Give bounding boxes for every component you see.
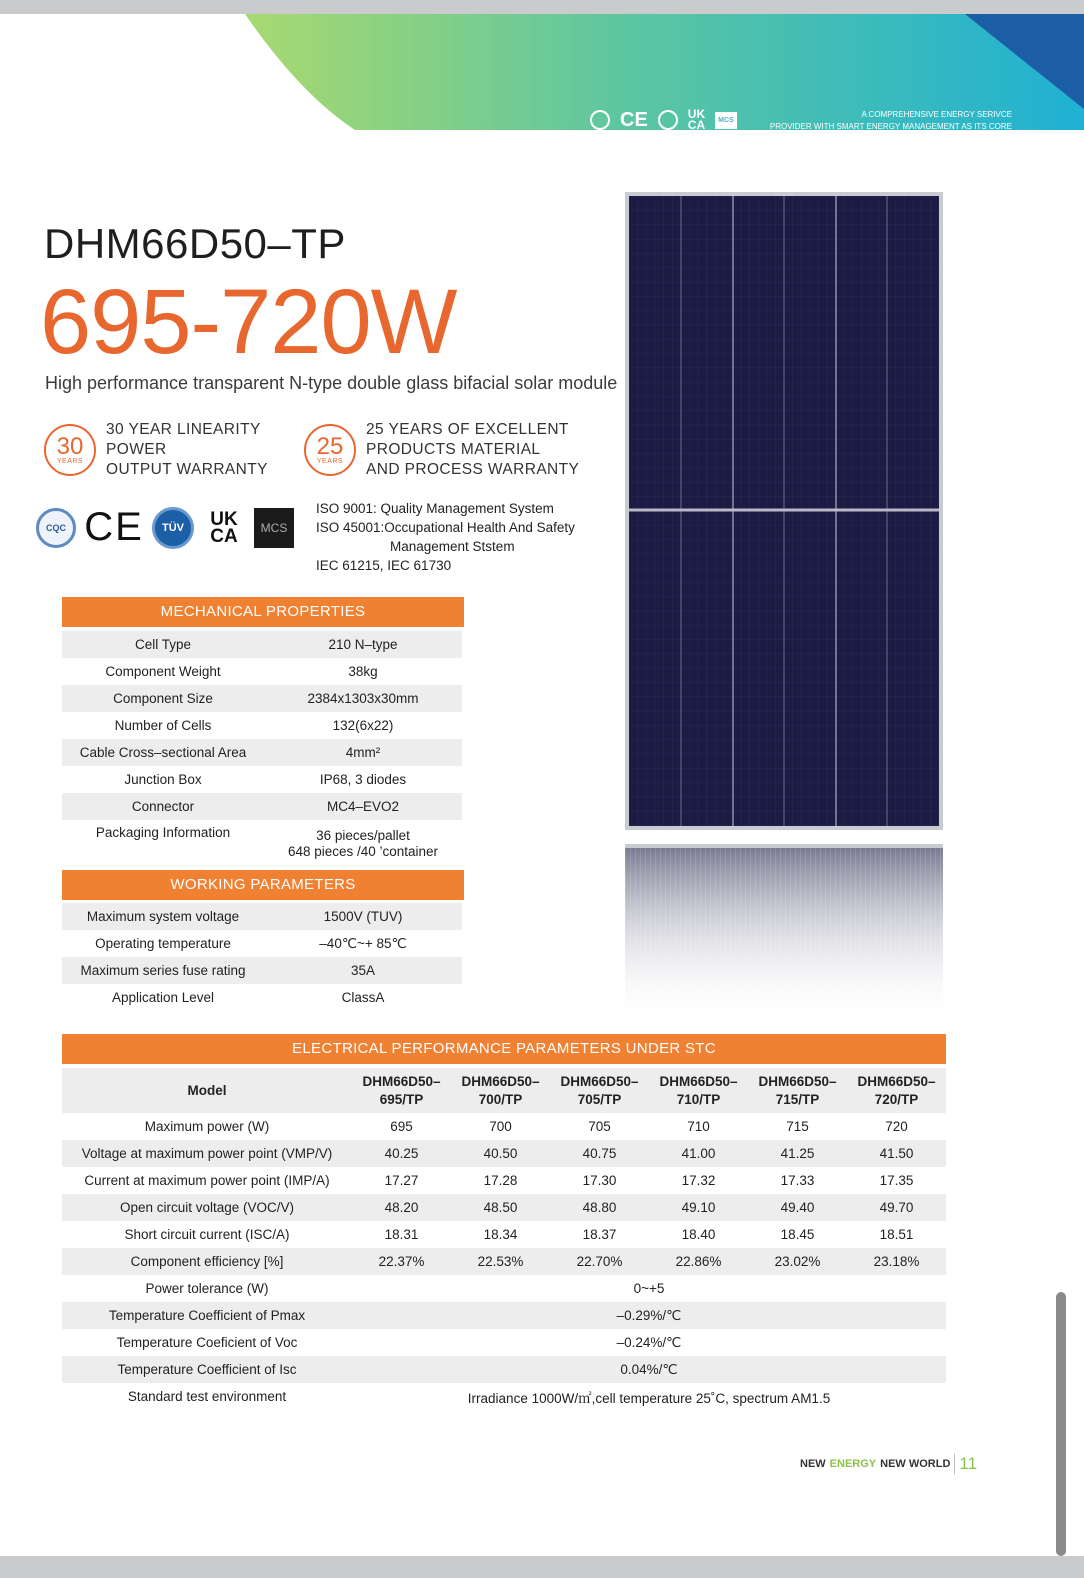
cell: 22.70% [576, 1254, 623, 1269]
table-row [62, 1275, 946, 1302]
ukca-top: UK [210, 508, 238, 530]
row-value: 132(6x22) [332, 718, 394, 733]
row-value-line: 36 pieces/pallet [316, 828, 410, 843]
bottom-strip [0, 1556, 1084, 1578]
table-row [62, 793, 462, 820]
cell: 18.51 [879, 1227, 914, 1242]
table-row [62, 766, 462, 793]
row-label: Voltage at maximum power point (VMP/V) [81, 1146, 333, 1161]
cell: 715 [786, 1119, 809, 1134]
row-label: Junction Box [124, 772, 202, 787]
slogan-line-1: A COMPREHENSIVE ENERGY SERIVCE [861, 110, 1012, 119]
slogan-line-2: PROVIDER WITH SMART ENERGY MANAGEMENT AS ITS CORE [769, 122, 1012, 131]
solar-panel-cells [629, 196, 939, 826]
cell: 49.70 [879, 1200, 914, 1215]
spanned-cell: Irradiance 1000W/㎡,cell temperature 25˚C, spectrum AM1.5 [467, 1390, 831, 1406]
mechanical-properties-table [62, 631, 462, 860]
cell: 710 [687, 1119, 710, 1134]
cell: 48.80 [582, 1200, 617, 1215]
model-column-header: Model [187, 1083, 227, 1098]
iso-standards [316, 499, 575, 575]
row-value: 35A [350, 963, 376, 978]
table-row [62, 984, 462, 1011]
warranty-25 [304, 420, 579, 480]
row-label: Maximum series fuse rating [80, 963, 246, 978]
cell: 17.30 [582, 1173, 617, 1188]
warranty-line: PRODUCTS MATERIAL [366, 441, 541, 458]
electrical-parameters-header: ELECTRICAL PERFORMANCE PARAMETERS UNDER STC [62, 1034, 946, 1064]
model-column [748, 1073, 847, 1109]
model-line: DHM66D50– [758, 1073, 837, 1089]
cell: 720 [885, 1119, 908, 1134]
row-value: 210 N–type [328, 637, 398, 652]
row-label: Application Level [111, 990, 215, 1005]
row-value: 4mm² [345, 745, 381, 760]
model-column [451, 1073, 550, 1109]
iso-line: ISO 45001:Occupational Health And Safety [316, 520, 575, 535]
table-row [62, 658, 462, 685]
power-range: 695-720W [40, 271, 457, 373]
model-line: DHM66D50– [461, 1073, 540, 1089]
model-column [847, 1073, 946, 1109]
warranty-text [106, 420, 268, 480]
cell: 40.50 [483, 1146, 518, 1161]
row-label: Cell Type [134, 637, 192, 652]
row-label: Power tolerance (W) [145, 1281, 269, 1296]
model-line: 715/TP [775, 1091, 820, 1107]
iso-line: ISO 9001: Quality Management System [316, 501, 554, 516]
row-label: Component efficiency [%] [130, 1254, 284, 1269]
row-value: 2384x1303x30mm [307, 691, 419, 706]
row-label: Connector [131, 799, 195, 814]
warranty-line: AND PROCESS WARRANTY [366, 461, 580, 478]
model-line: DHM66D50– [362, 1073, 441, 1089]
cell: 705 [588, 1119, 611, 1134]
badge-unit: YEARS [316, 457, 344, 465]
model-line: 705/TP [577, 1091, 622, 1107]
ukca-top: UK [687, 107, 706, 121]
badge-number: 25 [316, 432, 344, 460]
cell: 22.37% [378, 1254, 425, 1269]
spanned-cell: –0.24%/℃ [616, 1334, 682, 1350]
badge-number: 30 [56, 432, 84, 460]
ukca-bottom: CA [687, 118, 706, 132]
row-value: ClassA [341, 990, 385, 1005]
ce-icon: CE [620, 109, 648, 131]
spanned-cell: 0~+5 [633, 1281, 665, 1296]
cell: 49.40 [780, 1200, 815, 1215]
product-model: DHM66D50–TP [44, 220, 346, 267]
row-value: IP68, 3 diodes [319, 772, 407, 787]
model-line: 710/TP [676, 1091, 721, 1107]
model-line: DHM66D50– [560, 1073, 639, 1089]
table-row [62, 1302, 946, 1329]
cell: 22.86% [675, 1254, 722, 1269]
cell: 17.27 [384, 1173, 419, 1188]
model-line: 700/TP [478, 1091, 523, 1107]
table-row [62, 712, 462, 739]
cell: 48.20 [384, 1200, 419, 1215]
row-value: MC4–EVO2 [326, 799, 400, 814]
cell: 22.53% [477, 1254, 524, 1269]
ccc-icon [590, 110, 610, 130]
panel-grid [629, 196, 939, 826]
row-label: Current at maximum power point (IMP/A) [84, 1173, 330, 1188]
row-value [264, 825, 462, 860]
row-value: 1500V (TUV) [323, 909, 403, 924]
row-label: Maximum system voltage [86, 909, 240, 924]
cell: 41.00 [681, 1146, 716, 1161]
working-parameters-header: WORKING PARAMETERS [62, 870, 464, 900]
product-subtitle: High performance transparent N-type double glass bifacial solar module [45, 373, 618, 393]
electrical-parameters-table [62, 1068, 946, 1410]
mcs-icon: MCS [715, 112, 737, 129]
row-label: Temperature Coefficient of Isc [117, 1362, 297, 1377]
row-label: Short circuit current (ISC/A) [124, 1227, 290, 1242]
header-banner [0, 14, 1084, 134]
cell: 17.28 [483, 1173, 518, 1188]
mechanical-properties-header: MECHANICAL PROPERTIES [62, 597, 464, 627]
table-row [62, 685, 462, 712]
table-row [62, 631, 462, 658]
table-row [62, 1113, 946, 1140]
cell: 41.25 [780, 1146, 815, 1161]
ukca-icon [688, 109, 705, 131]
cell: 18.34 [483, 1227, 518, 1242]
table-row [62, 1329, 946, 1356]
cell: 40.75 [582, 1146, 617, 1161]
row-label: Number of Cells [114, 718, 212, 733]
cell: 23.02% [774, 1254, 821, 1269]
page-number: 11 [954, 1454, 977, 1474]
cell: 17.33 [780, 1173, 815, 1188]
row-label: Temperature Coefficient of Pmax [108, 1308, 306, 1323]
banner-cert-icons [590, 109, 737, 131]
panel-reflection [625, 844, 943, 1024]
footer-word-new: NEW [800, 1458, 826, 1470]
footer-word-energy: ENERGY [829, 1458, 877, 1470]
table-row [62, 930, 462, 957]
table-row [62, 1383, 946, 1410]
iso-line: IEC 61215, IEC 61730 [316, 558, 452, 573]
table-row [62, 1248, 946, 1275]
cell: 695 [390, 1119, 413, 1134]
model-line: DHM66D50– [857, 1073, 936, 1089]
model-line: DHM66D50– [659, 1073, 738, 1089]
cell: 18.45 [780, 1227, 815, 1242]
table-row [62, 1167, 946, 1194]
cell: 700 [489, 1119, 512, 1134]
row-value: –40℃~+ 85℃ [319, 935, 407, 951]
table-row [62, 739, 462, 766]
row-label: Packaging Information [95, 825, 231, 840]
warranty-text [366, 420, 579, 480]
badge-unit: YEARS [56, 457, 84, 465]
cell: 48.50 [483, 1200, 518, 1215]
solar-panel-reflection-image [625, 844, 943, 1024]
row-value: 38kg [348, 664, 378, 679]
row-label: Maximum power (W) [144, 1119, 270, 1134]
warranty-30 [44, 420, 268, 480]
tuv-icon [658, 110, 678, 130]
cell: 17.35 [879, 1173, 914, 1188]
ukca-logo [204, 508, 244, 547]
table-row [62, 1221, 946, 1248]
cell: 40.25 [384, 1146, 419, 1161]
warranty-badge-30 [44, 424, 96, 476]
table-row [62, 903, 462, 930]
cell: 41.50 [879, 1146, 914, 1161]
warranty-line: 25 YEARS OF EXCELLENT [366, 421, 569, 438]
certification-logos [36, 505, 294, 550]
table-row [62, 1194, 946, 1221]
cqc-logo: CQC [36, 508, 76, 548]
table-row [62, 1356, 946, 1383]
top-strip [0, 0, 1084, 14]
model-column [649, 1073, 748, 1109]
row-label: Standard test environment [127, 1389, 287, 1404]
row-label: Cable Cross–sectional Area [79, 745, 247, 760]
spanned-cell: –0.29%/℃ [616, 1307, 682, 1323]
ukca-bottom: CA [210, 525, 238, 547]
ce-logo: CE [84, 505, 144, 549]
row-label: Temperature Coeficient of Voc [116, 1335, 298, 1350]
row-label: Operating temperature [95, 936, 231, 951]
working-parameters-table [62, 903, 462, 1011]
model-line: 720/TP [874, 1091, 919, 1107]
model-column [352, 1073, 451, 1109]
page-footer [800, 1454, 977, 1474]
table-row [62, 820, 462, 860]
row-label: Open circuit voltage (VOC/V) [119, 1200, 295, 1215]
iso-line: Management Ststem [390, 539, 515, 554]
row-value-line: 648 pieces /40 ’container [287, 844, 439, 859]
cell: 17.32 [681, 1173, 716, 1188]
footer-word-new-world: NEW WORLD [880, 1458, 951, 1470]
table-header-row [62, 1068, 946, 1113]
tuv-logo: TÜV [152, 507, 194, 549]
banner-slogan [742, 109, 1012, 133]
table-row [62, 957, 462, 984]
row-label: Component Size [113, 691, 213, 706]
cell: 49.10 [681, 1200, 716, 1215]
warranty-line: POWER [106, 441, 167, 458]
warranty-badge-25 [304, 424, 356, 476]
row-label: Component Weight [105, 664, 221, 679]
model-line: 695/TP [379, 1091, 424, 1107]
warranty-line: OUTPUT WARRANTY [106, 461, 268, 478]
warranty-line: 30 YEAR LINEARITY [106, 421, 261, 438]
spanned-cell: 0.04%/℃ [620, 1361, 678, 1377]
cell: 18.31 [384, 1227, 419, 1242]
scrollbar-thumb[interactable] [1056, 1292, 1066, 1556]
solar-panel-front-image [625, 192, 943, 830]
mcs-logo: MCS [254, 508, 294, 548]
table-row [62, 1140, 946, 1167]
model-column [550, 1073, 649, 1109]
cell: 18.40 [681, 1227, 716, 1242]
cell: 23.18% [873, 1254, 920, 1269]
cell: 18.37 [582, 1227, 617, 1242]
